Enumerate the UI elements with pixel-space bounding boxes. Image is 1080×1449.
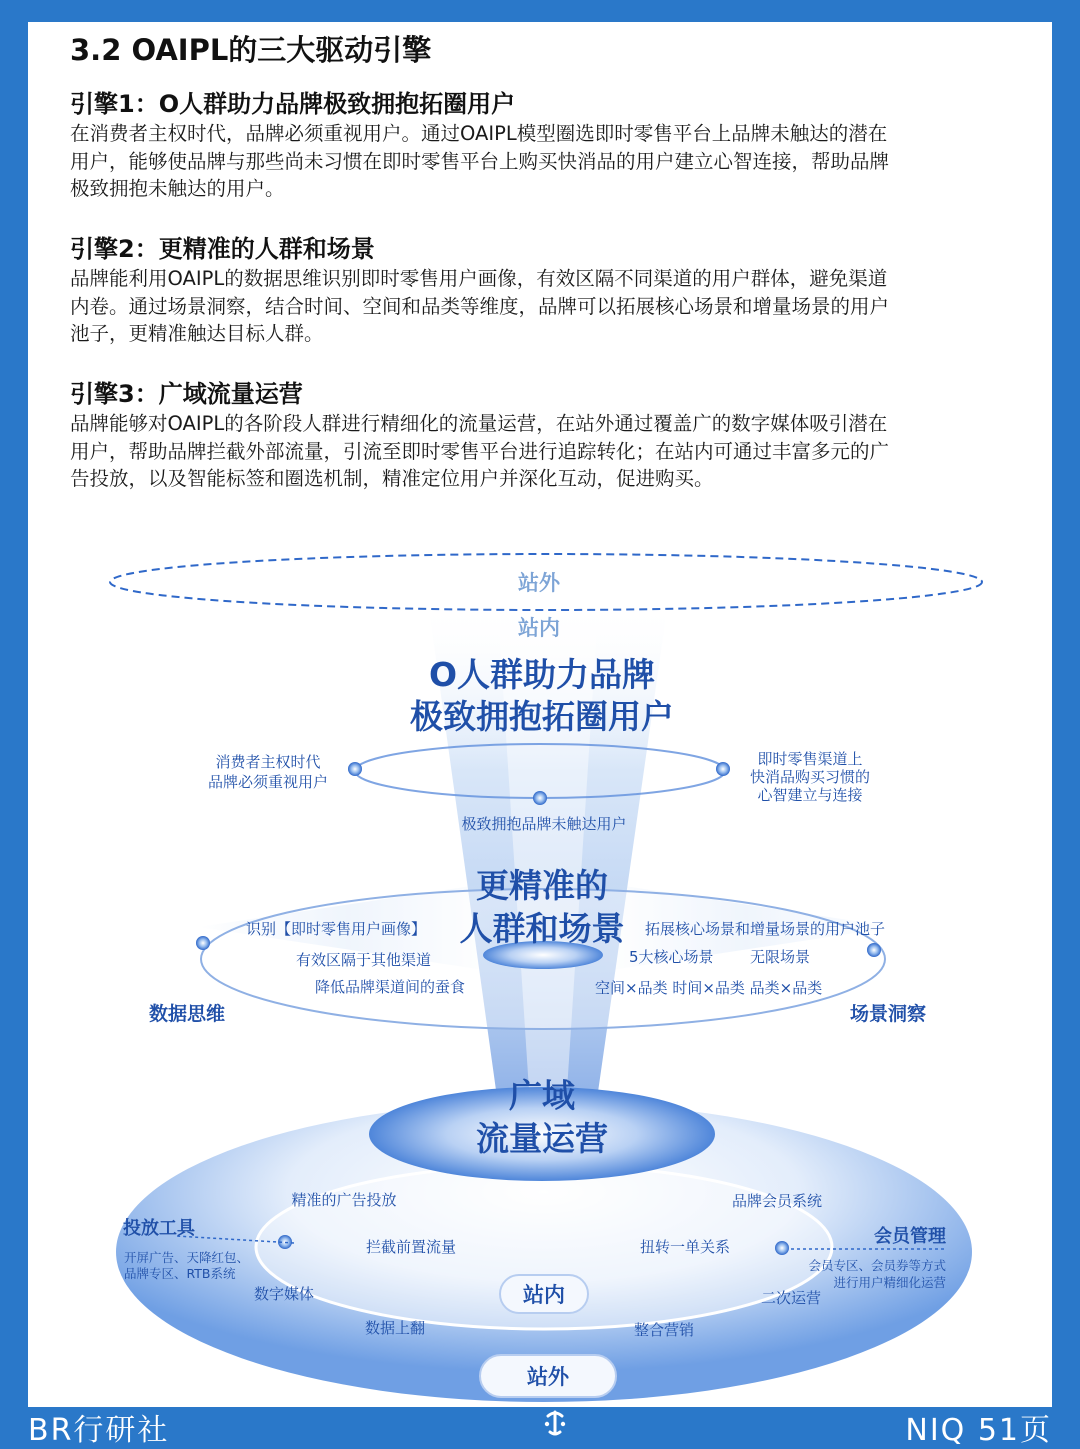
inside-pill-label: 站内 bbox=[523, 1283, 565, 1307]
footer-brand: BR行研社 bbox=[28, 1413, 170, 1448]
engine-1-title: 引擎1：O人群助力品牌极致拥抱拓圈用户 bbox=[70, 90, 516, 118]
stage3-intercept: 拦截前置流量 bbox=[365, 1238, 457, 1256]
stage1-right-node bbox=[716, 762, 730, 776]
engine-1-line-2: 用户，能够使品牌与那些尚未习惯在即时零售平台上购买快消品的用户建立心智连接，帮助品牌 bbox=[70, 149, 890, 173]
engine-3-title: 引擎3：广域流量运营 bbox=[70, 380, 303, 408]
stage2-title-line1: 更精准的 bbox=[476, 866, 608, 905]
data-thinking-tag: 数据思维 bbox=[148, 1003, 226, 1025]
member-line2: 进行用户精细化运营 bbox=[833, 1275, 946, 1290]
oaipl-engine-diagram bbox=[28, 22, 1052, 1407]
stage3-digital-media: 数字媒体 bbox=[253, 1285, 315, 1303]
stage2-right-item1: 拓展核心场景和增量场景的用户池子 bbox=[645, 920, 886, 938]
engine-2-line-3: 池子，更精准触达目标人群。 bbox=[70, 322, 324, 345]
stage2-right-item3: 空间×品类 时间×品类 品类×品类 bbox=[595, 979, 823, 997]
stage1-left-node bbox=[348, 762, 362, 776]
stage2-right-node bbox=[867, 943, 881, 957]
stage3-right-node bbox=[775, 1241, 789, 1255]
engine-2-title: 引擎2：更精准的人群和场景 bbox=[70, 235, 375, 263]
member-title: 会员管理 bbox=[874, 1226, 946, 1247]
stage2-right-item2b: 无限场景 bbox=[750, 948, 811, 966]
tools-line1: 开屏广告、天降红包、 bbox=[124, 1250, 250, 1265]
stage2-left-node bbox=[196, 936, 210, 950]
stage2-left-item3: 降低品牌渠道间的蚕食 bbox=[314, 978, 465, 996]
engine-2-line-2: 内卷。通过场景洞察，结合时间、空间和品类等维度，品牌可以拓展核心场景和增量场景的用户 bbox=[70, 294, 890, 318]
stage1-right-line3: 心智建立与连接 bbox=[757, 786, 863, 804]
stage1-right-line2: 快消品购买习惯的 bbox=[749, 768, 871, 786]
engine-3-line-3: 告投放，以及智能标签和圈选机制，精准定位用户并深化互动，促进购买。 bbox=[70, 467, 714, 490]
stage2-title-line2: 人群和场景 bbox=[459, 909, 625, 948]
stage1-bottom-node bbox=[533, 791, 547, 805]
stage3-integrated: 整合营销 bbox=[633, 1321, 695, 1339]
logo-icon bbox=[540, 1408, 570, 1438]
footer-page-info: NIQ 51页 bbox=[905, 1413, 1052, 1448]
stage1-bottom-label: 极致拥抱品牌未触达用户 bbox=[461, 815, 627, 833]
stage1-left-line2: 品牌必须重视用户 bbox=[207, 773, 329, 791]
top-outside-label: 站外 bbox=[518, 571, 560, 595]
stage1-left-line1: 消费者主权时代 bbox=[215, 753, 321, 771]
engine-1-line-1: 在消费者主权时代，品牌必须重视用户。通过OAIPL模型圈选即时零售平台上品牌未触达的潜在 bbox=[70, 122, 888, 145]
section-title: 3.2 OAIPL的三大驱动引擎 bbox=[70, 33, 432, 67]
engine-2-line-1: 品牌能利用OAIPL的数据思维识别即时零售用户画像，有效区隔不同渠道的用户群体，避免渠道 bbox=[70, 267, 888, 290]
stage3-precise-ads: 精准的广告投放 bbox=[291, 1191, 397, 1209]
tools-line2: 品牌专区、RTB系统 bbox=[124, 1266, 236, 1281]
top-inside-label: 站内 bbox=[518, 616, 560, 640]
engine-1-line-3: 极致拥抱未触达的用户。 bbox=[70, 177, 285, 200]
engine-3-line-2: 用户，帮助品牌拦截外部流量，引流至即时零售平台进行追踪转化；在站内可通过丰富多元的广 bbox=[70, 439, 890, 463]
stage3-twist: 扭转一单关系 bbox=[639, 1238, 731, 1256]
scene-insight-tag: 场景洞察 bbox=[849, 1003, 927, 1025]
stage2-left-item2: 有效区隔于其他渠道 bbox=[295, 951, 431, 969]
outside-pill-label: 站外 bbox=[527, 1365, 569, 1389]
stage3-title-line2: 流量运营 bbox=[476, 1119, 608, 1158]
stage1-title-line1: O人群助力品牌 bbox=[428, 655, 656, 694]
stage2-right-item2a: 5大核心场景 bbox=[629, 948, 714, 966]
tools-title: 投放工具 bbox=[123, 1218, 195, 1239]
stage3-secondary-ops: 二次运营 bbox=[760, 1289, 822, 1307]
report-page bbox=[28, 22, 1052, 1407]
stage3-data-up: 数据上翻 bbox=[364, 1319, 426, 1337]
stage1-right-line1: 即时零售渠道上 bbox=[757, 750, 863, 768]
stage2-left-item1: 识别【即时零售用户画像】 bbox=[245, 920, 426, 938]
stage1-title-line2: 极致拥抱拓圈用户 bbox=[410, 697, 674, 736]
member-line1: 会员专区、会员券等方式 bbox=[808, 1258, 946, 1273]
engine-3-line-1: 品牌能够对OAIPL的各阶段人群进行精细化的流量运营，在站外通过覆盖广的数字媒体吸引潜在 bbox=[70, 412, 888, 435]
stage3-brand-member: 品牌会员系统 bbox=[731, 1192, 823, 1210]
stage3-title-line1: 广域 bbox=[509, 1076, 575, 1115]
